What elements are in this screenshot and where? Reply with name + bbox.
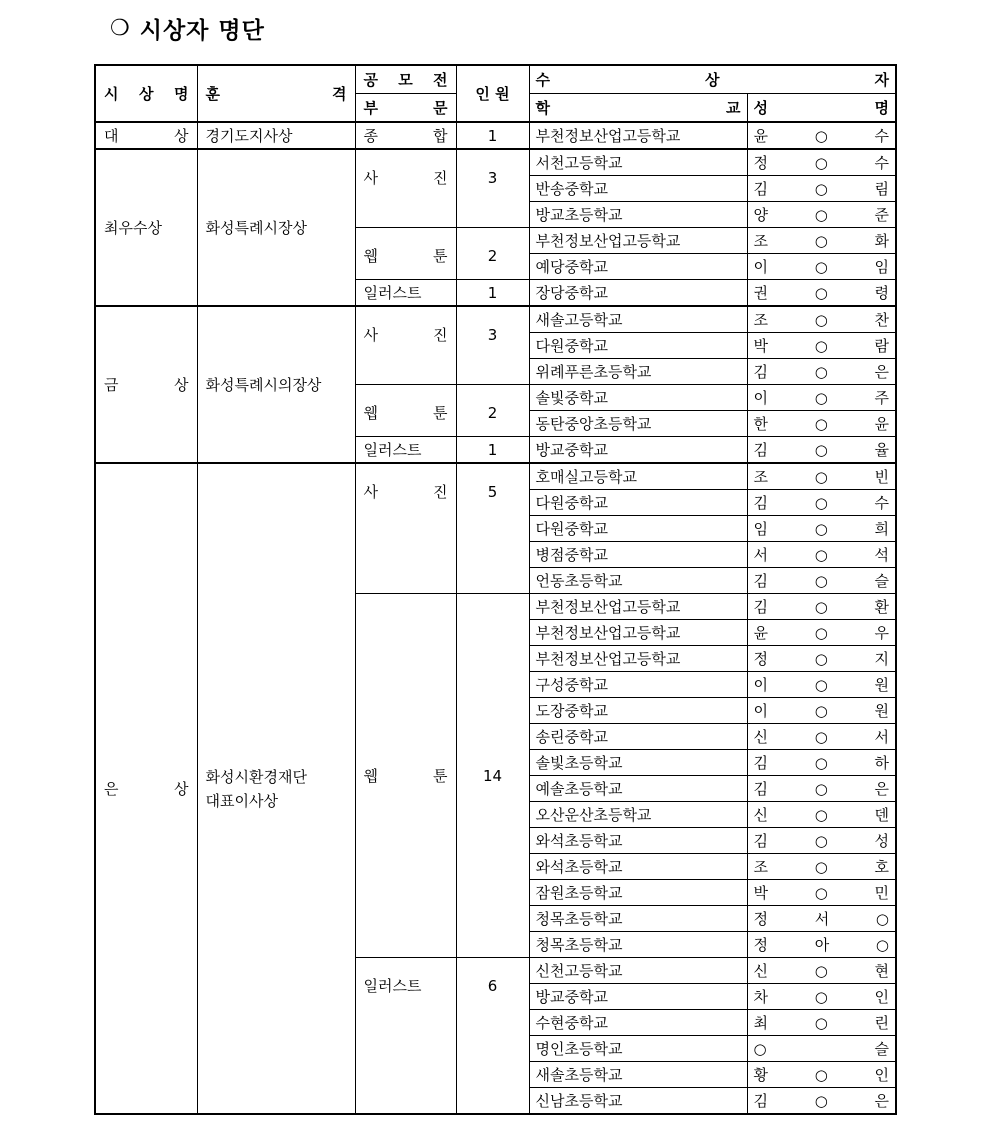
category-name: 일러스트 <box>355 437 456 464</box>
recipient-middle: ○ <box>814 1091 828 1110</box>
recipient-surname: 박 <box>753 336 768 355</box>
header-category-bottom-left: 부 <box>363 98 378 117</box>
school-name: 예당중학교 <box>529 254 747 280</box>
header-honor <box>197 65 355 122</box>
recipient-name-parts <box>754 777 890 801</box>
recipient-name <box>747 542 896 568</box>
recipient-name-parts <box>754 177 890 201</box>
recipient-surname: 이 <box>753 701 768 720</box>
recipient-name-parts <box>754 881 890 905</box>
award-name: 최우수상 <box>95 149 197 306</box>
recipient-last: 은 <box>874 1091 889 1110</box>
count-value: 5 <box>456 463 529 594</box>
school-name: 수현중학교 <box>529 1010 747 1036</box>
recipient-middle: ○ <box>814 701 828 720</box>
recipient-name-parts <box>754 959 890 983</box>
recipient-last: 인 <box>874 987 889 1006</box>
recipient-name-parts <box>754 1011 890 1035</box>
school-name: 방교중학교 <box>529 984 747 1010</box>
recipient-name <box>747 1062 896 1088</box>
recipient-middle: ○ <box>814 727 828 746</box>
recipient-surname: 윤 <box>753 623 768 642</box>
recipient-name <box>747 254 896 280</box>
header-name-left: 성 <box>753 98 768 117</box>
honor-name <box>197 149 355 306</box>
recipient-surname: 서 <box>753 545 768 564</box>
recipient-name <box>747 411 896 437</box>
header-honor-right: 격 <box>332 84 347 103</box>
category-name: 종 합 <box>355 122 456 149</box>
school-name: 청목초등학교 <box>529 932 747 958</box>
recipient-last: 호 <box>874 857 889 876</box>
count-value: 1 <box>456 122 529 149</box>
category-name: 사 진 <box>355 306 456 385</box>
recipient-name-parts <box>754 543 890 567</box>
recipient-surname: 김 <box>753 831 768 850</box>
school-name: 잠원초등학교 <box>529 880 747 906</box>
recipient-name-parts <box>754 647 890 671</box>
category-name: 일러스트 <box>355 280 456 307</box>
school-name: 방교초등학교 <box>529 202 747 228</box>
recipient-last: 령 <box>874 283 889 302</box>
recipient-name-parts <box>754 621 890 645</box>
recipient-name <box>747 463 896 490</box>
recipient-last: 슬 <box>874 1039 889 1058</box>
recipient-name <box>747 906 896 932</box>
school-name: 신천고등학교 <box>529 958 747 984</box>
recipient-name <box>747 776 896 802</box>
recipient-name <box>747 149 896 176</box>
recipient-surname: 김 <box>753 493 768 512</box>
recipient-middle: ○ <box>814 126 828 145</box>
recipient-surname: 황 <box>753 1065 768 1084</box>
recipient-surname: 조 <box>753 310 768 329</box>
recipient-middle: ○ <box>814 336 828 355</box>
recipient-name-parts <box>754 308 890 332</box>
recipient-surname: 김 <box>753 179 768 198</box>
recipient-surname: 신 <box>753 727 768 746</box>
school-name: 부천정보산업고등학교 <box>529 594 747 620</box>
recipient-last: 림 <box>874 179 889 198</box>
recipient-middle: ○ <box>814 571 828 590</box>
recipient-middle: ○ <box>814 649 828 668</box>
recipient-name <box>747 280 896 307</box>
recipient-surname: 김 <box>753 779 768 798</box>
recipient-last: 준 <box>874 205 889 224</box>
school-name: 부천정보산업고등학교 <box>529 122 747 149</box>
recipient-middle: ○ <box>814 779 828 798</box>
recipient-middle: ○ <box>814 283 828 302</box>
school-name: 송린중학교 <box>529 724 747 750</box>
category-name: 일러스트 <box>355 958 456 1115</box>
recipient-surname: 박 <box>753 883 768 902</box>
school-name: 예솔초등학교 <box>529 776 747 802</box>
recipient-last: 인 <box>874 1065 889 1084</box>
recipient-middle: ○ <box>814 519 828 538</box>
recipient-name <box>747 359 896 385</box>
header-school <box>529 94 747 123</box>
award-name: 금 상 <box>95 306 197 463</box>
recipient-surname: 김 <box>753 1091 768 1110</box>
count-value: 3 <box>456 306 529 385</box>
header-recipient-mid: 상 <box>705 70 720 89</box>
header-recipient-right: 자 <box>874 70 889 89</box>
recipient-middle: 서 <box>814 909 830 928</box>
recipient-name <box>747 1010 896 1036</box>
recipient-surname: 김 <box>753 753 768 772</box>
recipient-name-parts <box>754 124 890 148</box>
recipient-surname: 조 <box>753 231 768 250</box>
recipient-surname: 조 <box>753 857 768 876</box>
count-value: 2 <box>456 385 529 437</box>
honor-line-1: 화성시환경재단 <box>205 767 307 786</box>
recipient-middle: ○ <box>814 1013 828 1032</box>
recipient-last: 지 <box>874 649 889 668</box>
recipient-surname: 정 <box>753 935 768 954</box>
school-name: 부천정보산업고등학교 <box>529 228 747 254</box>
recipient-last: 임 <box>874 257 889 276</box>
recipient-last: 민 <box>874 883 889 902</box>
recipient-surname: 신 <box>753 805 768 824</box>
recipient-last: 원 <box>874 701 889 720</box>
recipient-name-parts <box>754 1037 890 1061</box>
recipient-last: 율 <box>874 440 889 459</box>
recipient-name <box>747 490 896 516</box>
recipient-surname: 김 <box>753 440 768 459</box>
recipient-surname: 이 <box>753 675 768 694</box>
school-name: 반송중학교 <box>529 176 747 202</box>
recipient-surname: 김 <box>753 362 768 381</box>
school-name: 와석초등학교 <box>529 828 747 854</box>
table-row <box>95 149 896 176</box>
recipient-surname: 정 <box>753 649 768 668</box>
school-name: 새솔초등학교 <box>529 1062 747 1088</box>
recipient-surname: 김 <box>753 597 768 616</box>
recipient-middle: ○ <box>814 362 828 381</box>
awards-table <box>94 64 897 1115</box>
recipient-name <box>747 984 896 1010</box>
header-category-bottom-right: 문 <box>433 98 448 117</box>
recipient-middle: ○ <box>814 467 828 486</box>
school-name: 병점중학교 <box>529 542 747 568</box>
award-name: 은 상 <box>95 463 197 1114</box>
recipient-last: 현 <box>874 961 889 980</box>
recipient-middle: ○ <box>814 675 828 694</box>
recipient-last: 은 <box>874 779 889 798</box>
school-name: 솔빛중학교 <box>529 385 747 411</box>
recipient-name-parts <box>754 829 890 853</box>
award-name: 대 상 <box>95 122 197 149</box>
school-name: 신남초등학교 <box>529 1088 747 1115</box>
recipient-middle: ○ <box>814 440 828 459</box>
school-name: 부천정보산업고등학교 <box>529 620 747 646</box>
honor-line-1: 화성특례시의장상 <box>205 375 322 394</box>
recipient-name <box>747 568 896 594</box>
recipient-middle: ○ <box>814 493 828 512</box>
header-category-bottom <box>355 94 456 123</box>
recipient-name-parts <box>754 803 890 827</box>
header-award: 시 상 명 <box>95 65 197 122</box>
school-name: 부천정보산업고등학교 <box>529 646 747 672</box>
honor-line-1: 화성특례시장상 <box>205 218 307 237</box>
category-name: 사 진 <box>355 149 456 228</box>
document-title <box>110 8 265 48</box>
recipient-last: 윤 <box>874 414 889 433</box>
recipient-surname: 신 <box>753 961 768 980</box>
recipient-name <box>747 880 896 906</box>
honor-name <box>197 306 355 463</box>
school-name: 서천고등학교 <box>529 149 747 176</box>
table-row <box>95 306 896 333</box>
recipient-name-parts <box>754 281 890 305</box>
recipient-surname: 김 <box>753 571 768 590</box>
recipient-last: 희 <box>874 519 889 538</box>
recipient-last: 은 <box>874 362 889 381</box>
recipient-name-parts <box>754 1063 890 1087</box>
recipient-middle: ○ <box>814 545 828 564</box>
recipient-surname: 최 <box>753 1013 768 1032</box>
school-name: 오산운산초등학교 <box>529 802 747 828</box>
recipient-name <box>747 724 896 750</box>
hollow-circle-bullet-icon: ❍ <box>110 15 130 41</box>
recipient-name <box>747 176 896 202</box>
school-name: 위례푸른초등학교 <box>529 359 747 385</box>
school-name: 솔빛초등학교 <box>529 750 747 776</box>
recipient-middle: ○ <box>814 831 828 850</box>
recipient-name-parts <box>754 569 890 593</box>
recipient-name-parts <box>754 334 890 358</box>
recipient-name <box>747 516 896 542</box>
recipient-name-parts <box>754 151 890 175</box>
recipient-name-parts <box>754 907 890 931</box>
category-name: 웹 툰 <box>355 385 456 437</box>
school-name: 와석초등학교 <box>529 854 747 880</box>
recipient-last: 성 <box>874 831 889 850</box>
awards-table-body <box>95 65 896 1114</box>
header-recipient <box>529 65 896 94</box>
header-school-right: 교 <box>726 98 741 117</box>
recipient-middle: ○ <box>814 987 828 1006</box>
recipient-last: 슬 <box>874 571 889 590</box>
recipient-name-parts <box>754 699 890 723</box>
recipient-name <box>747 437 896 464</box>
recipient-name-parts <box>754 360 890 384</box>
recipient-name-parts <box>754 412 890 436</box>
recipient-name-parts <box>754 985 890 1009</box>
recipient-middle: ○ <box>814 597 828 616</box>
recipient-surname: 조 <box>753 467 768 486</box>
count-value: 1 <box>456 280 529 307</box>
recipient-middle: ○ <box>814 414 828 433</box>
recipient-last: 주 <box>874 388 889 407</box>
school-name: 다원중학교 <box>529 333 747 359</box>
school-name: 다원중학교 <box>529 490 747 516</box>
header-name-right: 명 <box>874 98 889 117</box>
recipient-middle: ○ <box>814 179 828 198</box>
school-name: 명인초등학교 <box>529 1036 747 1062</box>
recipient-name <box>747 932 896 958</box>
recipient-surname: 한 <box>753 414 768 433</box>
school-name: 호매실고등학교 <box>529 463 747 490</box>
recipient-last: 수 <box>874 153 889 172</box>
recipient-name <box>747 854 896 880</box>
header-name <box>747 94 896 123</box>
recipient-surname: 정 <box>753 153 768 172</box>
recipient-name <box>747 1036 896 1062</box>
recipient-name-parts <box>754 255 890 279</box>
recipient-name-parts <box>754 386 890 410</box>
recipient-name <box>747 122 896 149</box>
recipient-name <box>747 202 896 228</box>
header-recipient-left: 수 <box>535 70 550 89</box>
recipient-middle: ○ <box>814 257 828 276</box>
recipient-surname: 임 <box>753 519 768 538</box>
recipient-middle: ○ <box>814 1065 828 1084</box>
header-count: 인 원 <box>456 65 529 122</box>
recipient-surname: 이 <box>753 257 768 276</box>
recipient-name-parts <box>754 1089 890 1113</box>
header-category-top: 공 모 전 <box>355 65 456 94</box>
recipient-middle: ○ <box>814 205 828 224</box>
recipient-middle: ○ <box>814 153 828 172</box>
recipient-middle: ○ <box>814 310 828 329</box>
count-value: 6 <box>456 958 529 1115</box>
table-row <box>95 122 896 149</box>
recipient-name <box>747 698 896 724</box>
recipient-last: ○ <box>875 935 889 954</box>
school-name: 다원중학교 <box>529 516 747 542</box>
recipient-name-parts <box>754 595 890 619</box>
title-text: 시상자 명단 <box>139 17 265 44</box>
recipient-middle: ○ <box>814 753 828 772</box>
recipient-name <box>747 646 896 672</box>
recipient-middle: ○ <box>814 857 828 876</box>
honor-line-1: 경기도지사상 <box>205 126 293 145</box>
category-name: 사 진 <box>355 463 456 594</box>
honor-name <box>197 463 355 1114</box>
recipient-middle: ○ <box>814 883 828 902</box>
honor-name <box>197 122 355 149</box>
count-value: 3 <box>456 149 529 228</box>
recipient-name <box>747 958 896 984</box>
recipient-name <box>747 828 896 854</box>
recipient-last: 찬 <box>874 310 889 329</box>
recipient-middle: ○ <box>814 388 828 407</box>
recipient-name <box>747 672 896 698</box>
recipient-name-parts <box>754 203 890 227</box>
recipient-last: 환 <box>874 597 889 616</box>
recipient-name-parts <box>754 673 890 697</box>
recipient-middle: ○ <box>814 623 828 642</box>
recipient-name-parts <box>754 491 890 515</box>
recipient-name-parts <box>754 465 890 489</box>
recipient-surname: 윤 <box>753 126 768 145</box>
recipient-last: 빈 <box>874 467 889 486</box>
recipient-name-parts <box>754 517 890 541</box>
count-value: 14 <box>456 594 529 958</box>
recipient-surname: ○ <box>753 1039 767 1058</box>
recipient-name <box>747 333 896 359</box>
school-name: 방교중학교 <box>529 437 747 464</box>
recipient-last: 우 <box>874 623 889 642</box>
recipient-surname: 양 <box>753 205 768 224</box>
recipient-middle: 아 <box>814 935 830 954</box>
recipient-last: 원 <box>874 675 889 694</box>
count-value: 2 <box>456 228 529 280</box>
school-name: 새솔고등학교 <box>529 306 747 333</box>
recipient-middle: ○ <box>814 805 828 824</box>
recipient-name <box>747 594 896 620</box>
recipient-last: 수 <box>874 493 889 512</box>
count-value: 1 <box>456 437 529 464</box>
recipient-last: 린 <box>874 1013 889 1032</box>
recipient-last: 하 <box>874 753 889 772</box>
recipient-name <box>747 306 896 333</box>
recipient-middle: ○ <box>814 231 828 250</box>
header-school-left: 학 <box>535 98 550 117</box>
school-name: 구성중학교 <box>529 672 747 698</box>
recipient-last: 서 <box>874 727 889 746</box>
header-row-1 <box>95 65 896 94</box>
recipient-name-parts <box>754 229 890 253</box>
recipient-name <box>747 750 896 776</box>
recipient-name-parts <box>754 725 890 749</box>
recipient-last: 덴 <box>874 805 889 824</box>
recipient-surname: 이 <box>753 388 768 407</box>
recipient-surname: 권 <box>753 283 768 302</box>
category-name: 웹 툰 <box>355 594 456 958</box>
recipient-name-parts <box>754 751 890 775</box>
header-honor-left: 훈 <box>205 84 220 103</box>
recipient-name-parts <box>754 933 890 957</box>
category-name: 웹 툰 <box>355 228 456 280</box>
recipient-surname: 차 <box>753 987 768 1006</box>
school-name: 동탄중앙초등학교 <box>529 411 747 437</box>
recipient-middle: ○ <box>814 961 828 980</box>
recipient-last: 수 <box>874 126 889 145</box>
recipient-name-parts <box>754 855 890 879</box>
school-name: 청목초등학교 <box>529 906 747 932</box>
recipient-name <box>747 620 896 646</box>
school-name: 장당중학교 <box>529 280 747 307</box>
honor-line-2: 대표이사상 <box>205 791 278 810</box>
recipient-name <box>747 1088 896 1115</box>
recipient-name <box>747 228 896 254</box>
recipient-last: 석 <box>874 545 889 564</box>
recipient-name <box>747 802 896 828</box>
recipient-name-parts <box>754 438 890 462</box>
table-row <box>95 463 896 490</box>
recipient-last: ○ <box>875 909 889 928</box>
recipient-last: 람 <box>874 336 889 355</box>
recipient-surname: 정 <box>753 909 768 928</box>
school-name: 언동초등학교 <box>529 568 747 594</box>
recipient-name <box>747 385 896 411</box>
recipient-last: 화 <box>874 231 889 250</box>
school-name: 도장중학교 <box>529 698 747 724</box>
